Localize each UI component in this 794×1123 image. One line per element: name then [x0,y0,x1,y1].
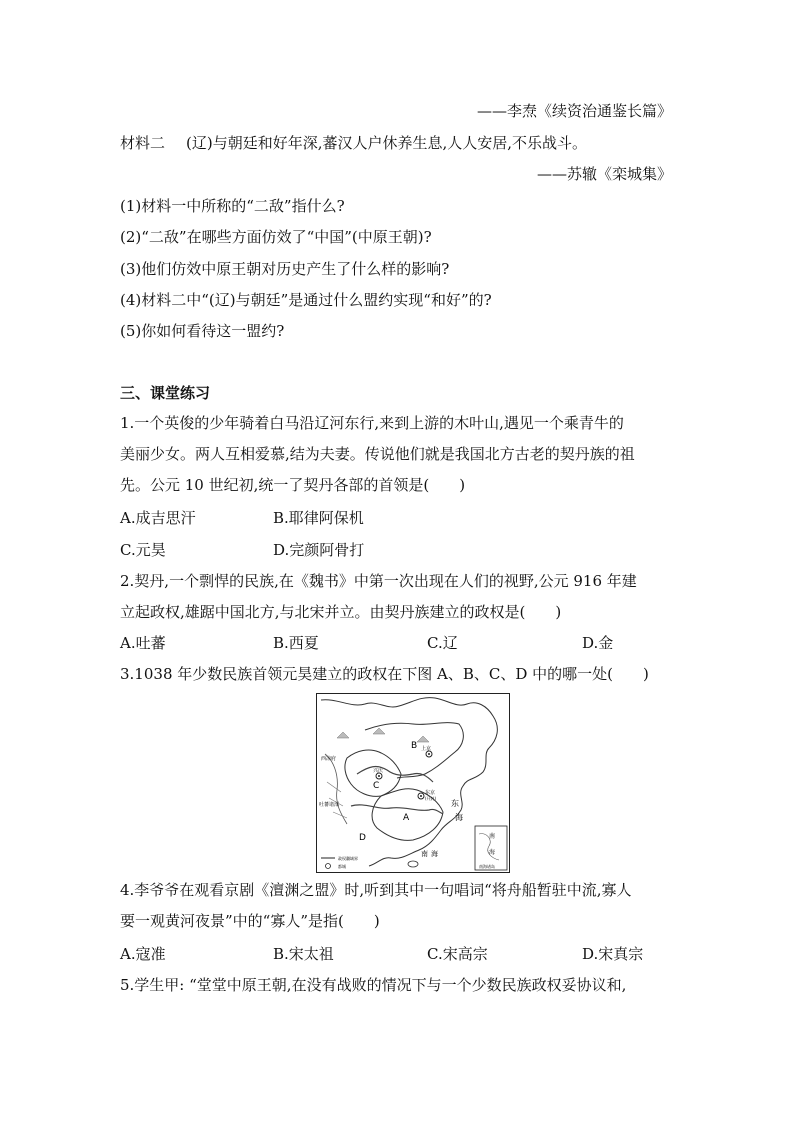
question-5: (5)你如何看待这一盟约? [120,322,285,340]
yangtze-river [351,805,443,814]
q4-option-d: D.宋真宗 [582,945,644,963]
map-label-nanhai-2: 海 [431,850,438,858]
q3-line: 3.1038 年少数民族首领元昊建立的政权在下图 A、B、C、D 中的哪一处( ) [120,665,649,683]
q1-line-3: 先。公元 10 世纪初,统一了契丹各部的首领是( ) [120,476,466,494]
legend-capital-label: 都城 [338,864,346,869]
map-inset-nan: 南 [489,833,496,840]
hainan-island [408,861,418,867]
source-1: ——李焘《续资治通鉴长篇》 [476,102,672,120]
q1-line-2: 美丽少女。两人互相爱慕,结为夫妻。传说他们就是我国北方古老的契丹族的祖 [120,445,635,463]
map-label-hai: 海 [455,813,463,822]
map-drawing [317,694,509,872]
question-2: (2)“二敌”在哪些方面仿效了“中国”(中原王朝)? [120,228,432,246]
map-label-d: D [359,833,366,843]
q2-line-2: 立起政权,雄踞中国北方,与北宋并立。由契丹族建立的政权是( ) [120,603,562,621]
map-label-xingqing: 兴庆 [373,768,384,774]
section-title: 三、课堂练习 [120,384,211,402]
q2-option-b: B.西夏 [273,634,319,652]
legend-capital-swatch [326,864,331,869]
map-label-c: C [373,781,380,791]
question-1: (1)材料一中所称的“二敌”指什么? [120,197,345,215]
map-label-dongjing: 东京 [425,790,436,796]
map-label-dongjing-year: (开封) [425,796,437,801]
legend-border-label: 政权疆域界 [338,856,358,861]
q4-option-a: A.寇准 [120,945,166,963]
material-2-text: (辽)与朝廷和好年深,蕃汉人户休养生息,人人安居,不乐战斗。 [186,134,588,152]
q2-option-c: C.辽 [427,634,458,652]
map-inset-title: 南海诸岛 [479,864,495,869]
q4-option-c: C.宋高宗 [427,945,488,963]
q1-option-c: C.元昊 [120,541,166,559]
material-2-label: 材料二 [120,134,166,152]
question-4: (4)材料二中“(辽)与朝廷”是通过什么盟约实现“和好”的? [120,291,492,309]
q4-line-1: 4.李爷爷在观看京剧《澶渊之盟》时,听到其中一句唱词“将舟船暂驻中流,寡人 [120,881,632,899]
q2-option-a: A.吐蕃 [120,634,166,652]
map-label-dong: 东 [451,799,459,808]
q5-line: 5.学生甲: “堂堂中原王朝,在没有战败的情况下与一个少数民族政权妥协议和, [120,976,627,994]
map-label-xiliang: 西凉府 [321,756,337,762]
q1-option-a: A.成吉思汗 [120,509,196,527]
q2-option-d: D.金 [582,634,614,652]
source-2: ——苏辙《栾城集》 [536,165,672,183]
map-label-b: B [411,741,418,751]
question-3: (3)他们仿效中原王朝对历史产生了什么样的影响? [120,260,450,278]
song-liao-xixia-map [316,693,510,873]
q4-line-2: 要一观黄河夜景”中的“寡人”是指( ) [120,912,380,930]
q1-option-d: D.完颜阿骨打 [273,541,365,559]
q4-option-b: B.宋太祖 [273,945,334,963]
map-inset-hai: 海 [489,849,496,856]
map-label-shangjing: 上京 [421,746,432,752]
q2-line-1: 2.契丹,一个剽悍的民族,在《魏书》中第一次出现在人们的视野,公元 916 年建 [120,572,637,590]
yellow-river [357,767,433,782]
map-label-a: A [403,813,410,823]
map-label-tubo: 吐蕃诸部 [319,802,340,808]
q1-line-1: 1.一个英俊的少年骑着白马沿辽河东行,来到上游的木叶山,遇见一个乘青牛的 [120,414,624,432]
map-label-nanhai-1: 南 [421,850,428,858]
q1-option-b: B.耶律阿保机 [273,509,364,527]
